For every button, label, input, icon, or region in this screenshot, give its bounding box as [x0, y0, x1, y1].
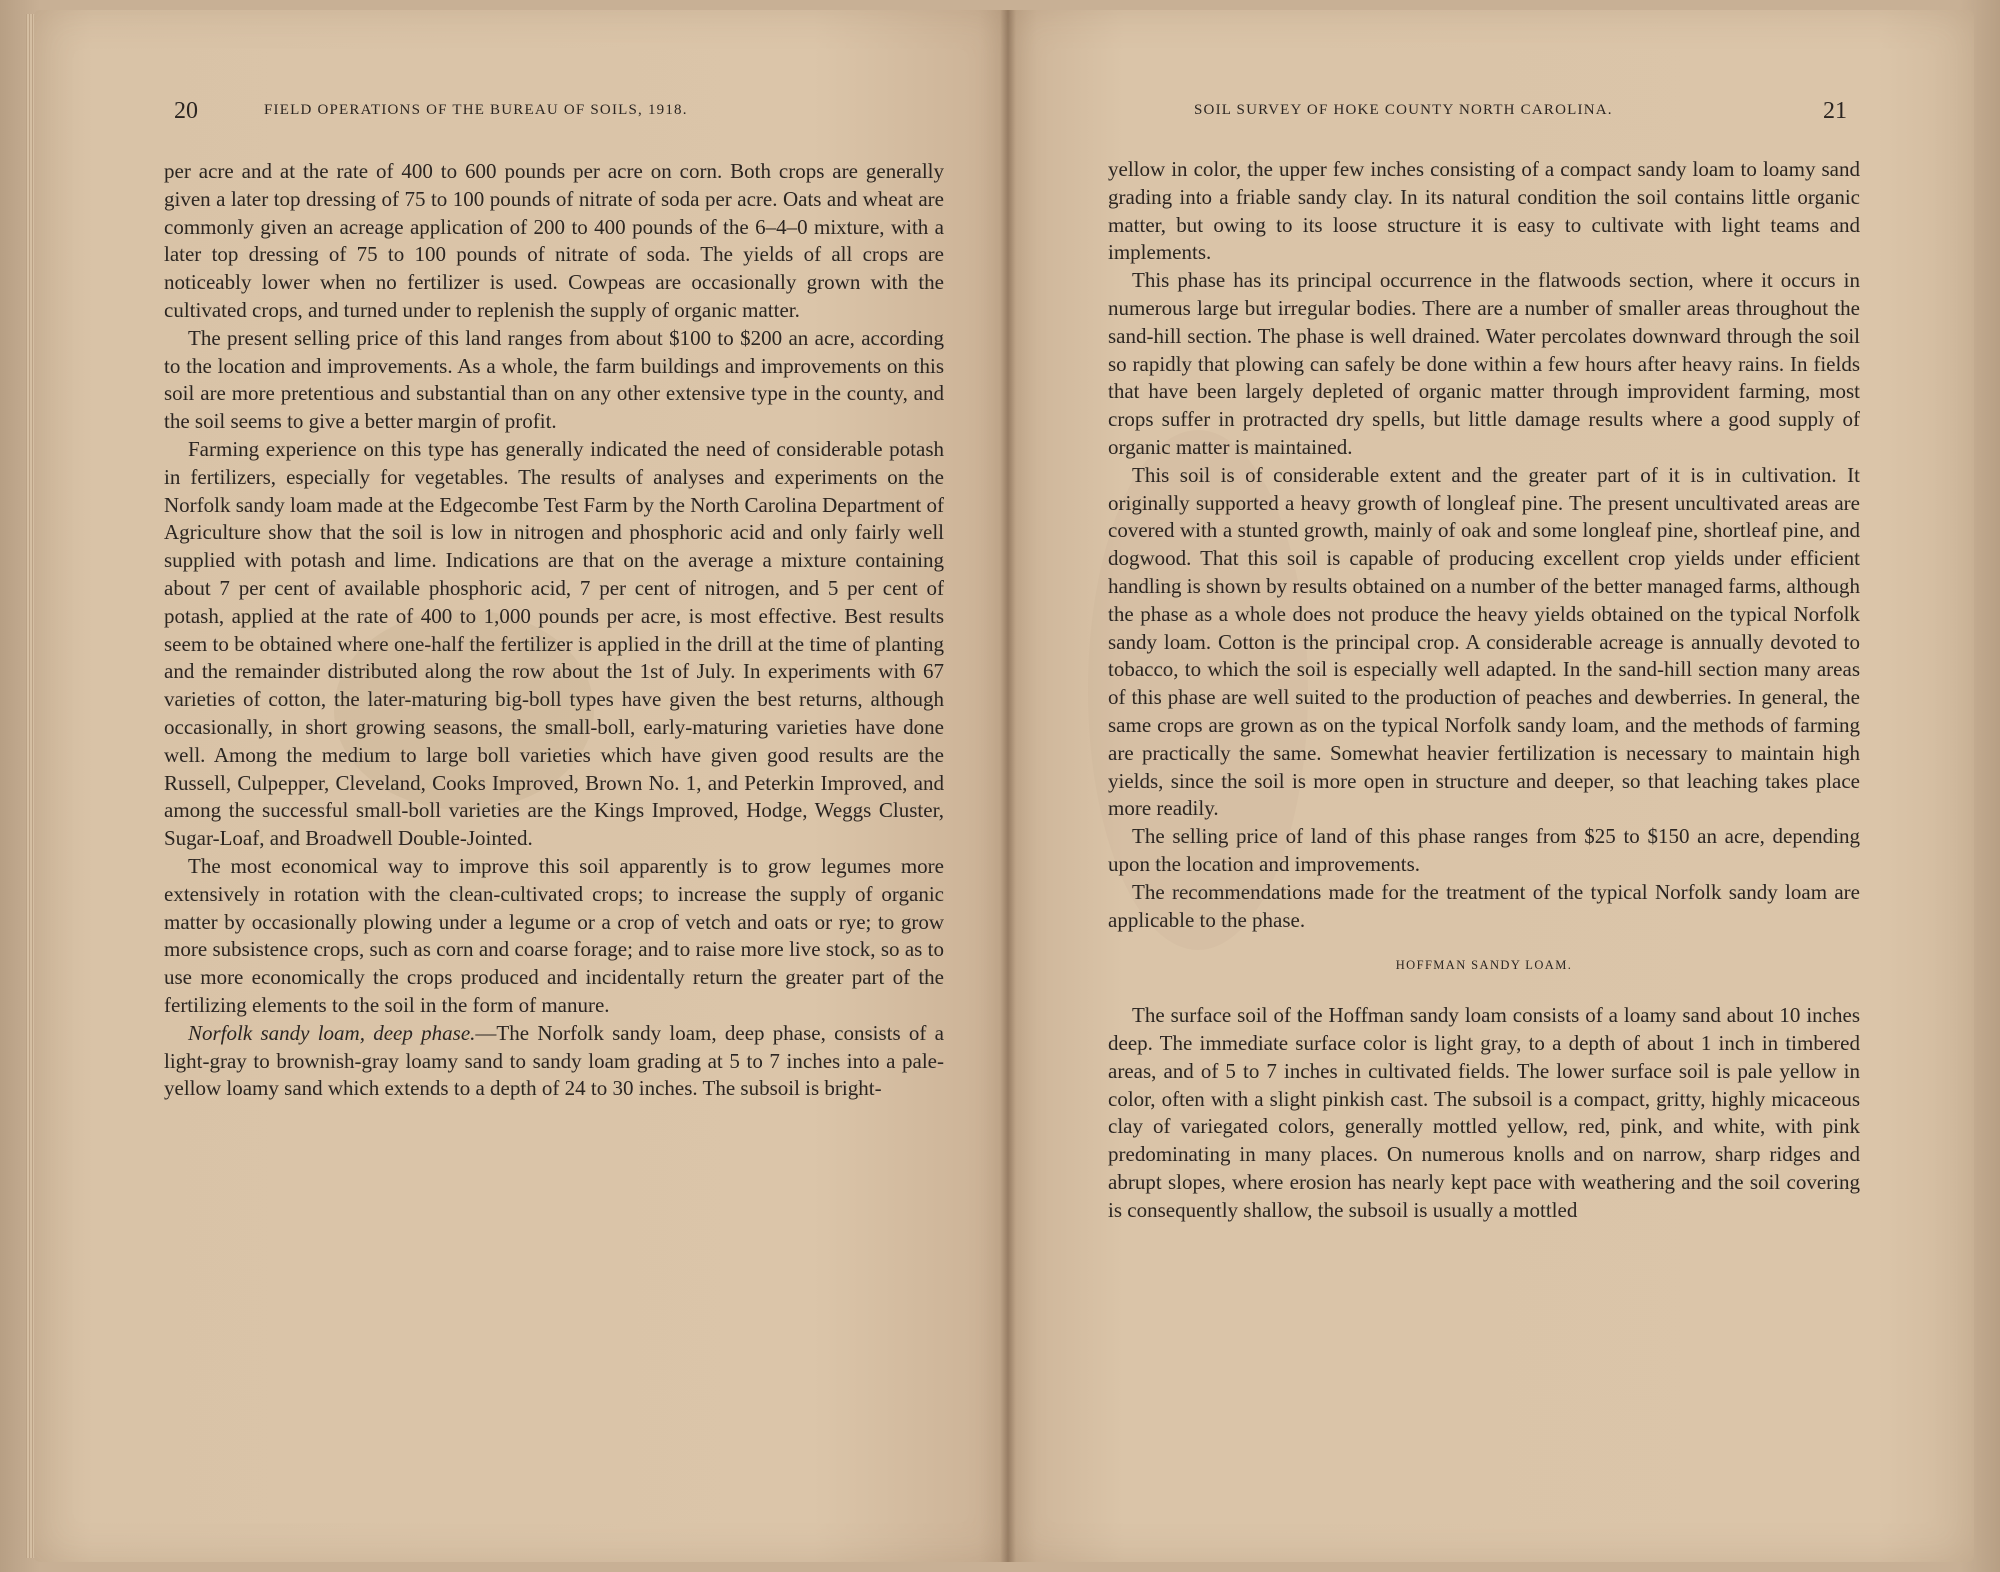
running-head: FIELD OPERATIONS OF THE BUREAU OF SOILS, 1918.: [264, 102, 688, 118]
paragraph: The recommendations made for the treatment of the typical Norfolk sandy loam are applicable to the phase.: [1108, 879, 1860, 932]
paragraph: The most economical way to improve this soil apparently is to grow legumes more extensively in rotation with the clean-cultivated crops; to increase the supply of organic matter by occasionally plowing under a legume or a crop of vetch and oats or rye; to grow more subsistence crops, such as corn and coarse forage; and to raise more live stock, so as to use more economically the crops produced and incidentally return the greater part of the fertilizing elements to the soil in the form of manure.: [164, 853, 944, 1017]
paragraph: yellow in color, the upper few inches consisting of a compact sandy loam to loamy sand grading into a friable sandy clay. In its natural condition the soil contains little organic matter, but owing to its loose structure it is easy to cultivate with light teams and implements.: [1108, 157, 1860, 265]
paragraph: This phase has its principal occurrence in the flatwoods section, where it occurs in numerous large but irregular bodies. There are a number of smaller areas throughout the sand-hill section. The phase is well drained. Water percolates downward through the soil so rapidly that plowing can safely be done within a few hours after heavy rains. In fields that have been largely depleted of organic matter through improvident farming, most crops suffer in protracted dry spells, but little damage results where a good supply of organic matter is maintained.: [1108, 268, 1860, 459]
right-body-text: [1108, 156, 1860, 1224]
section-heading: HOFFMAN SANDY LOAM.: [1395, 958, 1573, 973]
paragraph: [164, 1020, 944, 1103]
paragraph: Farming experience on this type has generally indicated the need of considerable potash in fertilizers, especially for vegetables. The results of analyses and experiments on the Norfolk sandy loam made at the Edgecombe Test Farm by the North Carolina Department of Agriculture show that the soil is low in nitrogen and phosphoric acid and only fairly well supplied with potash and lime. Indications are that on the average a mixture containing about 7 per cent of available phosphoric acid, 7 per cent of nitrogen, and 5 per cent of potash, applied at the rate of 400 to 1,000 pounds per acre, is most effective. Best results seem to be obtained where one-half the fertilizer is applied in the drill at the time of planting and the remainder distributed along the row about the 1st of July. In experiments with 67 varieties of cotton, the later-maturing big-boll types have given the best returns, although occasionally, in short growing seasons, the small-boll, early-maturing varieties have done well. Among the medium to large boll varieties which have given good results are the Russell, Culpepper, Cleveland, Cooks Improved, Brown No. 1, and Peterkin Improved, and among the successful small-boll varieties are the Kings Improved, Hodge, Weggs Cluster, Sugar-Loaf, and Broadwell Double-Jointed.: [164, 436, 944, 851]
paragraph: The surface soil of the Hoffman sandy loam consists of a loamy sand about 10 inches deep. The immediate surface color is light gray, to a depth of about 1 inch in timbered areas, and of 5 to 7 inches in cultivated fields. The lower surface soil is pale yellow in color, often with a slight pinkish cast. The subsoil is a compact, gritty, highly micaceous clay of variegated colors, generally mottled yellow, red, pink, and white, with pink predominating in many places. On numerous knolls and on narrow, sharp ridges and abrupt slopes, where erosion has nearly kept pace with weathering and the soil covering is consequently shallow, the subsoil is usually a mottled: [1108, 1003, 1860, 1222]
italic-subheading: Norfolk sandy loam, deep phase.: [188, 1020, 476, 1045]
paragraph: The selling price of land of this phase ranges from $25 to $150 an acre, depending upon the location and improvements.: [1108, 824, 1860, 876]
paragraph-text: —The Norfolk sandy loam, deep phase, consists of a light-gray to brownish-gray loamy sand to sandy loam grading at 5 to 7 inches into a pale-yellow loamy sand which extends to a depth of 24 to 30 inches. The subsoil is bright-: [164, 1020, 944, 1101]
left-body-text: [164, 158, 944, 1103]
page-number: 20: [174, 98, 198, 124]
right-page: [1008, 10, 1974, 1562]
page-number: 21: [1823, 98, 1847, 124]
paragraph: The present selling price of this land ranges from about $100 to $200 an acre, according to the location and improvements. As a whole, the farm buildings and improvements on this soil are more pretentious and substantial than on any other extensive type in the county, and the soil seems to give a better margin of profit.: [164, 325, 944, 434]
left-page: [34, 10, 1008, 1562]
paragraph: This soil is of considerable extent and the greater part of it is in cultivation. It originally supported a heavy growth of longleaf pine. The present uncultivated areas are covered with a stunted growth, mainly of oak and some longleaf pine, shortleaf pine, and dogwood. That this soil is capable of producing excellent crop yields under efficient handling is shown by results obtained on a number of the better managed farms, although the phase as a whole does not produce the heavy yields obtained on the typical Norfolk sandy loam. Cotton is the principal crop. A considerable acreage is annually devoted to tobacco, to which the soil is especially well adapted. In the sand-hill section many areas of this phase are well suited to the production of peaches and dewberries. In general, the same crops are grown as on the typical Norfolk sandy loam, and the methods of farming are practically the same. Somewhat heavier fertilization is necessary to maintain high yields, since the soil is more open in structure and deeper, so that leaching takes place more readily.: [1108, 462, 1860, 821]
book-gutter: [1000, 10, 1016, 1562]
paragraph: per acre and at the rate of 400 to 600 pounds per acre on corn. Both crops are generally given a later top dressing of 75 to 100 pounds of nitrate of soda per acre. Oats and wheat are commonly given an acreage application of 200 to 400 pounds of the 6–4–0 mixture, with a later top dressing of 75 to 100 pounds of nitrate of soda. The yields of all crops are noticeably lower when no fertilizer is used. Cowpeas are occasionally grown with the cultivated crops, and turned under to replenish the supply of organic matter.: [164, 159, 944, 322]
running-head: SOIL SURVEY OF HOKE COUNTY NORTH CAROLINA.: [1194, 102, 1613, 118]
